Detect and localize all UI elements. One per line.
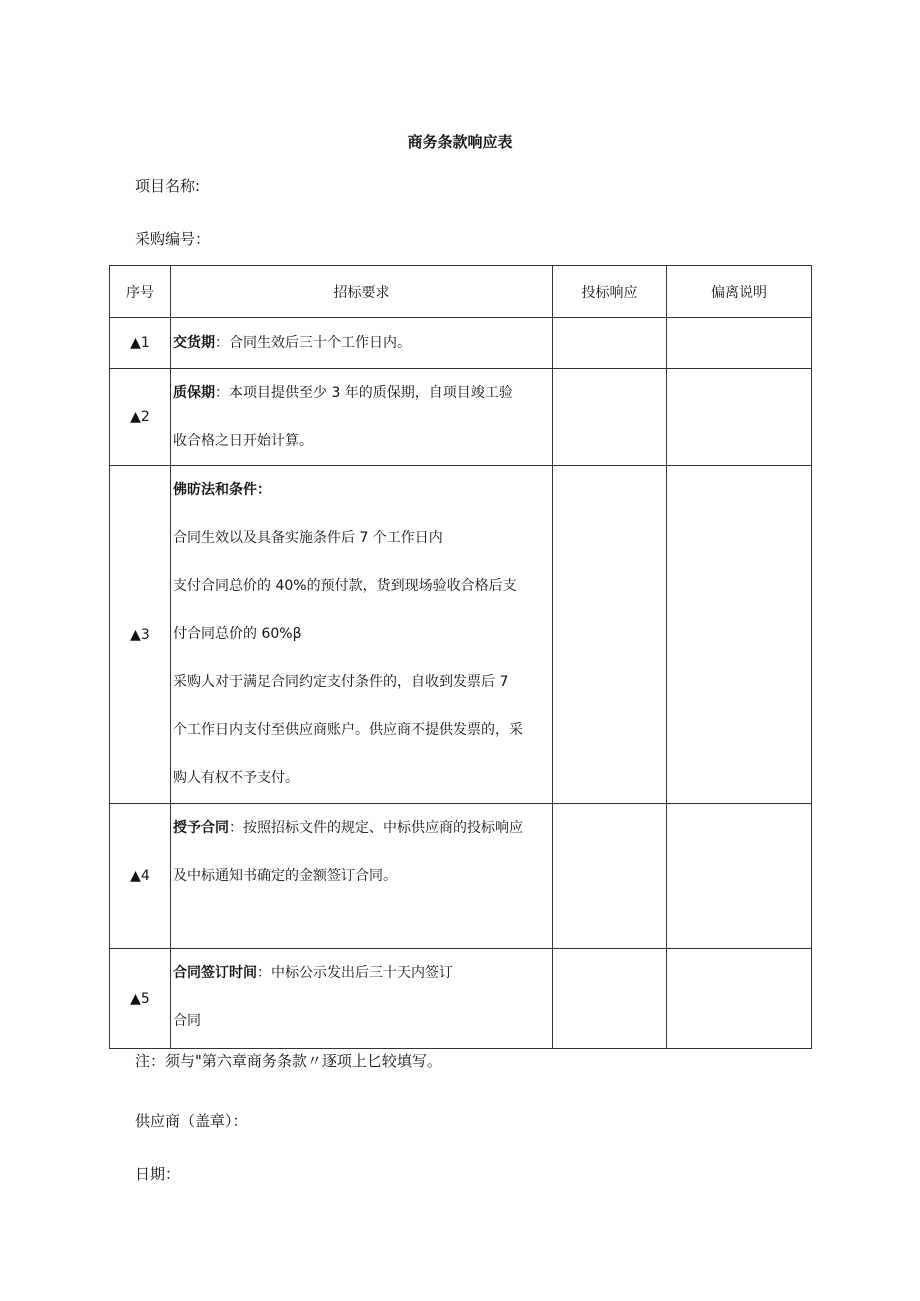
procurement-no-label: 采购编号： (135, 230, 211, 248)
row-number: ▲2 (110, 369, 171, 466)
date-label: 日期： (135, 1165, 181, 1183)
response-table (109, 265, 812, 1049)
table-row (110, 804, 812, 949)
requirement-cell (171, 804, 553, 949)
requirement-cell (171, 949, 553, 1049)
row-number: ▲4 (110, 804, 171, 949)
requirement-line (173, 417, 552, 465)
deviation-cell[interactable] (667, 949, 812, 1049)
requirement-text: 支付合同总价的 40%的预付款，货到现场验收合格后支 (173, 578, 517, 594)
requirement-line (173, 610, 552, 658)
requirement-text: ：本项目提供至少 3 年的质保期，自项目竣工验 (215, 385, 513, 401)
requirement-text: ：合同生效后三十个工作日内。 (215, 335, 411, 351)
requirement-term: 授予合同 (173, 820, 229, 836)
requirement-line (173, 318, 552, 368)
row-number: ▲3 (110, 466, 171, 804)
requirement-text: ：中标公示发出后三十天内签订 (257, 965, 453, 981)
table-row (110, 369, 812, 466)
table-note: 注：须与"第六章商务条款〃逐项上匕较填写。 (135, 1052, 442, 1070)
requirement-text: 收合格之日开始计算。 (173, 433, 313, 449)
requirement-text: 及中标通知书确定的金额签订合同。 (173, 868, 397, 884)
bid-response-cell[interactable] (553, 949, 667, 1049)
table-row (110, 318, 812, 369)
requirement-line (173, 369, 552, 417)
row-number: ▲1 (110, 318, 171, 369)
requirement-line (173, 562, 552, 610)
requirement-cell (171, 318, 553, 369)
requirement-term: 交货期 (173, 335, 215, 351)
table-row (110, 949, 812, 1049)
requirement-term: 合同签订时间 (173, 965, 257, 981)
project-name-label: 项目名称: (135, 177, 201, 195)
deviation-cell[interactable] (667, 318, 812, 369)
requirement-text: 个工作日内支付至供应商账户。供应商不提供发票的，采 (173, 722, 523, 738)
row-number: ▲5 (110, 949, 171, 1049)
requirement-line (173, 706, 552, 754)
deviation-cell[interactable] (667, 369, 812, 466)
requirement-text: 付合同总价的 60%β (173, 626, 302, 642)
bid-response-cell[interactable] (553, 369, 667, 466)
header-response: 投标响应 (553, 266, 667, 318)
header-no: 序号 (110, 266, 171, 318)
supplier-seal-label: 供应商（盖章）： (135, 1112, 248, 1130)
bid-response-cell[interactable] (553, 318, 667, 369)
deviation-cell[interactable] (667, 804, 812, 949)
deviation-cell[interactable] (667, 466, 812, 804)
requirement-line (173, 852, 552, 900)
table-header-row (110, 266, 812, 318)
header-deviation: 偏离说明 (667, 266, 812, 318)
requirement-term: 质保期 (173, 385, 215, 401)
requirement-line (173, 754, 552, 802)
requirement-text: 采购人对于满足合同约定支付条件的，自收到发票后 7 (173, 674, 509, 690)
requirement-line (173, 466, 552, 514)
bid-response-cell[interactable] (553, 466, 667, 804)
requirement-text: 合同生效以及具备实施条件后 7 个工作日内 (173, 530, 443, 546)
bid-response-cell[interactable] (553, 804, 667, 949)
requirement-line (173, 997, 552, 1045)
requirement-text: 购人有权不予支付。 (173, 770, 299, 786)
page-title: 商务条款响应表 (407, 133, 513, 151)
requirement-cell (171, 466, 553, 804)
requirement-line (173, 658, 552, 706)
requirement-cell (171, 369, 553, 466)
table-row (110, 466, 812, 804)
requirement-line (173, 949, 552, 997)
header-requirement: 招标要求 (171, 266, 553, 318)
requirement-line (173, 514, 552, 562)
requirement-text: 合同 (173, 1013, 201, 1029)
requirement-term: 佛昉法和条件： (173, 482, 271, 498)
requirement-text: ：按照招标文件的规定、中标供应商的投标响应 (229, 820, 523, 836)
requirement-line (173, 804, 552, 852)
